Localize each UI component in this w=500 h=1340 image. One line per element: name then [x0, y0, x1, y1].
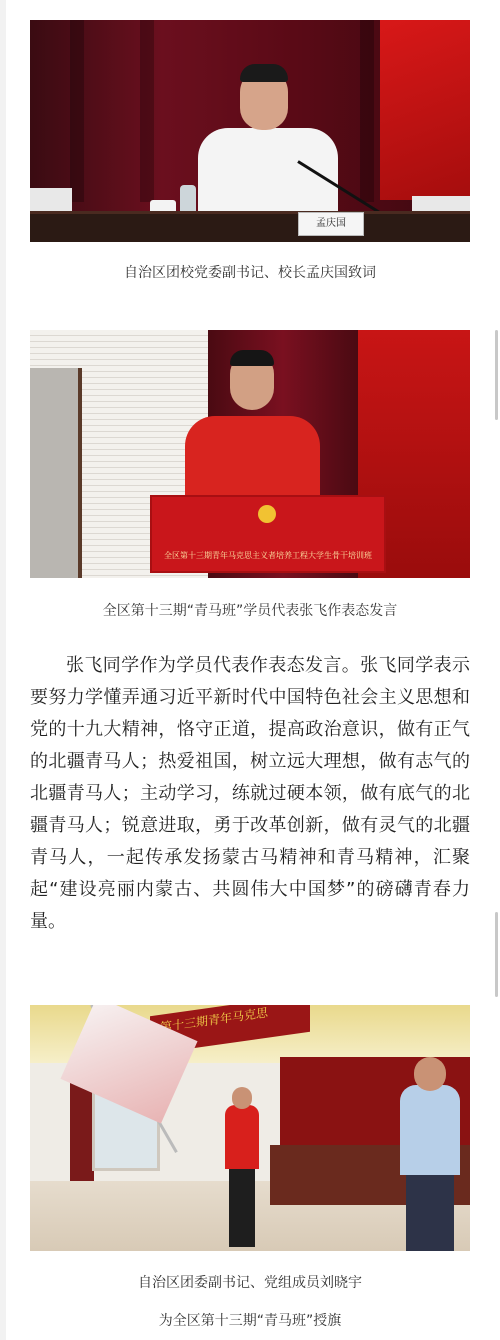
official-blue-shirt [400, 1085, 460, 1175]
red-flag [380, 20, 470, 200]
curtain-fold [360, 20, 374, 202]
student-trousers [229, 1169, 255, 1247]
official-trousers [406, 1175, 454, 1251]
student-head [232, 1087, 252, 1109]
podium [150, 495, 386, 573]
podium-banner-text: 全区第十三期青年马克思主义者培养工程大学生骨干培训班 [164, 551, 372, 560]
official-head [414, 1057, 446, 1091]
caption-photo1: 自治区团校党委副书记、校长孟庆国致词 [124, 265, 376, 281]
speaker-hair [240, 64, 288, 82]
scroll-indicator-upper[interactable] [495, 330, 498, 420]
photo-flag-ceremony[interactable] [30, 1005, 470, 1251]
conference-table [30, 211, 470, 242]
curtain-fold [70, 20, 84, 202]
curtain-fold [140, 20, 154, 202]
student-red-shirt [185, 416, 320, 496]
photo-student-zhangfei[interactable] [30, 330, 470, 578]
caption-photo3-line2: 为全区第十三期“青马班”授旗 [158, 1313, 342, 1329]
body-paragraph: 张飞同学作为学员代表作表态发言。张飞同学表示要努力学懂弄通习近平新时代中国特色社会主义思想和党的十九大精神，恪守正道，提高政治意识，做有正气的北疆青马人；热爱祖国，树立远大理想，做有志气的北疆青马人；主动学习，练就过硬本领，做有底气的北疆青马人；锐意进取，勇于改革创新，做有灵气的北疆青马人，一起传承发扬蒙古马精神和青马精神，汇聚起“建设亮丽内蒙古、共圆伟大中国梦”的磅礴青春力量。 [30, 655, 470, 932]
student-red-shirt [225, 1105, 259, 1169]
caption-photo2: 全区第十三期“青马班”学员代表张飞作表态发言 [102, 603, 398, 619]
caption-photo3-line1: 自治区团委副书记、党组成员刘晓宇 [138, 1275, 362, 1291]
photo-speaker-meng[interactable] [30, 20, 470, 242]
scroll-indicator-lower[interactable] [495, 912, 498, 997]
emblem-icon [258, 505, 276, 523]
left-edge-bar [0, 0, 6, 1340]
student-hair [230, 350, 274, 366]
nameplate: 孟庆国 [298, 212, 364, 236]
door [30, 368, 82, 578]
banner-text: 第十三期青年马克思 [160, 1005, 269, 1035]
